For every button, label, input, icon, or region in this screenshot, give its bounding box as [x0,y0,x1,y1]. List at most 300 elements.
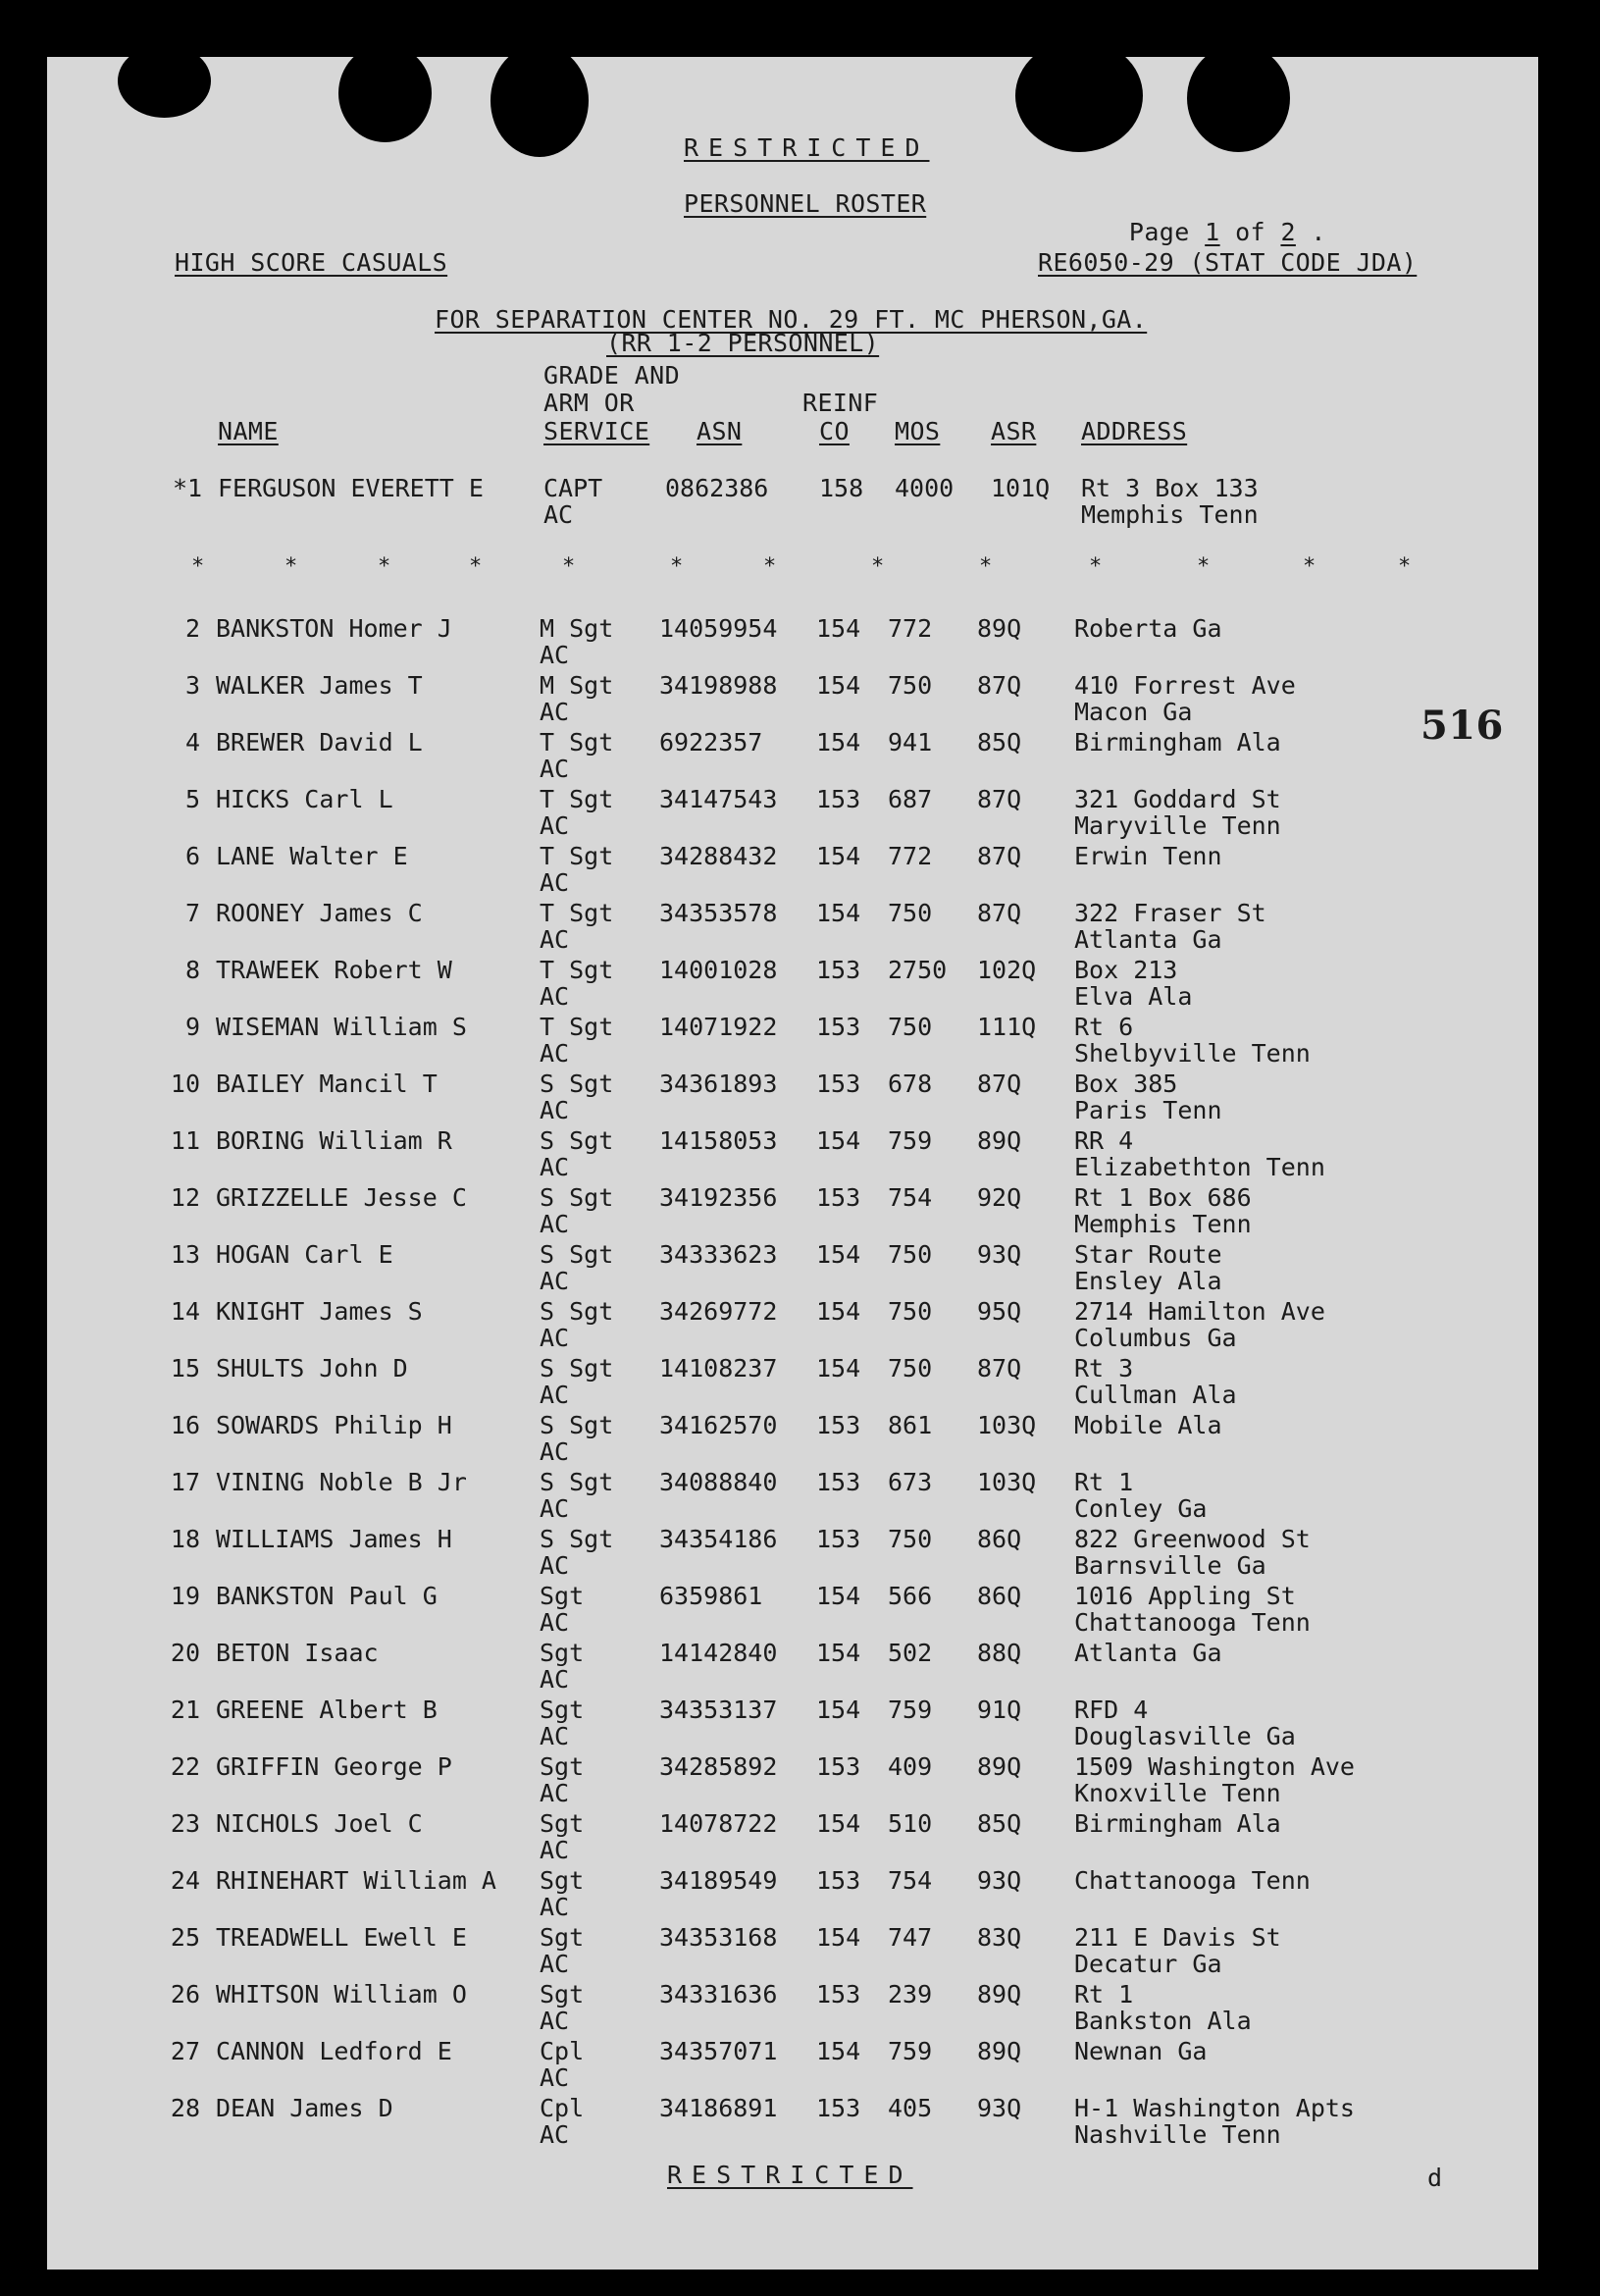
row-number: 17 [170,1468,200,1496]
row-address-line1: 1509 Washington Ave [1074,1752,1355,1781]
row-number: 12 [170,1183,200,1212]
row-name: GREENE Albert B [216,1696,438,1724]
row-co: 153 [816,1525,861,1553]
table-row [0,728,1600,785]
order-reference: RE6050-29 (STAT CODE JDA) [1038,248,1418,277]
page-total: 2 [1280,218,1296,246]
row-asr: 87Q [977,671,1022,700]
row-co: 154 [816,1240,861,1269]
row-address-line1: Birmingham Ala [1074,1809,1281,1838]
row-arm: AC [543,500,574,529]
page-indicator: Page 1 of 2 . [1128,218,1326,246]
row-address-line2: Ensley Ala [1074,1267,1222,1295]
row-name: HOGAN Carl E [216,1240,393,1269]
column-mos: MOS [895,417,941,445]
row-co: 154 [816,1809,861,1838]
row-mos: 566 [888,1582,933,1610]
separator-star: * [562,554,576,579]
row-mos: 502 [888,1639,933,1667]
row-asr: 87Q [977,1354,1022,1383]
row-address-line1: Mobile Ala [1074,1411,1222,1439]
row-name: BANKSTON Paul G [216,1582,438,1610]
row-name: BETON Isaac [216,1639,379,1667]
row-address-line2: Memphis Tenn [1081,500,1259,529]
table-row [0,1923,1600,1980]
row-number: 10 [170,1070,200,1098]
row-asn: 14059954 [659,614,778,643]
row-address-line2: Conley Ga [1074,1494,1208,1523]
row-asr: 85Q [977,1809,1022,1838]
row-name: GRIFFIN George P [216,1752,452,1781]
row-name: LANE Walter E [216,842,408,870]
row-name: CANNON Ledford E [216,2037,452,2065]
row-grade: Sgt [540,1809,585,1838]
table-row [0,956,1600,1013]
table-row [0,1525,1600,1582]
row-co: 153 [816,785,861,813]
row-co: 154 [816,2037,861,2065]
row-mos: 409 [888,1752,933,1781]
column-reinf-line1: REINF [802,389,879,417]
row-co: 154 [816,1582,861,1610]
roster-title: PERSONNEL ROSTER [684,189,927,218]
table-row [0,1297,1600,1354]
row-grade: S Sgt [540,1126,614,1155]
table-row [0,1752,1600,1809]
row-address-line1: Roberta Ga [1074,614,1222,643]
row-number: 23 [170,1809,200,1838]
row-asr: 95Q [977,1297,1022,1326]
row-grade: Sgt [540,1866,585,1895]
row-mos: 750 [888,1240,933,1269]
column-address: ADDRESS [1081,417,1188,445]
row-name: KNIGHT James S [216,1297,423,1326]
row-name: SHULTS John D [216,1354,408,1383]
row-asn: 34189549 [659,1866,778,1895]
table-row [0,2037,1600,2094]
column-grade-line2: ARM OR [543,389,635,417]
row-grade: Sgt [540,1923,585,1952]
row-asn: 6922357 [659,728,763,757]
row-address-line1: Rt 1 [1074,1980,1134,2009]
row-arm: AC [540,1893,570,1921]
column-grade-line1: GRADE AND [543,361,681,390]
row-asn: 34357071 [659,2037,778,2065]
row-address-line1: Rt 3 Box 133 [1081,474,1259,502]
row-asn: 34269772 [659,1297,778,1326]
row-grade: CAPT [543,474,603,502]
row-mos: 772 [888,842,933,870]
row-name: BANKSTON Homer J [216,614,452,643]
row-grade: T Sgt [540,842,614,870]
table-row [0,1866,1600,1923]
row-co: 154 [816,842,861,870]
row-asn: 34147543 [659,785,778,813]
row-grade: S Sgt [540,1070,614,1098]
row-mos: 759 [888,1696,933,1724]
row-address-line2: Maryville Tenn [1074,811,1281,840]
row-address-line1: Rt 1 [1074,1468,1134,1496]
row-asr: 88Q [977,1639,1022,1667]
row-address-line1: Chattanooga Tenn [1074,1866,1311,1895]
row-co: 154 [816,1297,861,1326]
row-grade: M Sgt [540,671,614,700]
separator-star: * [1197,554,1211,579]
row-mos: 673 [888,1468,933,1496]
row-address-line2: Memphis Tenn [1074,1210,1252,1238]
column-reinf-line2: CO [819,417,850,445]
row-co: 153 [816,1866,861,1895]
row-mos: 750 [888,1297,933,1326]
row-arm: AC [540,1096,570,1124]
table-row [0,1980,1600,2037]
row-asn: 34353578 [659,899,778,927]
separator-star: * [284,554,298,579]
row-name: VINING Noble B Jr [216,1468,467,1496]
row-asr: 87Q [977,899,1022,927]
row-arm: AC [540,1608,570,1637]
row-co: 154 [816,1696,861,1724]
row-arm: AC [540,2063,570,2092]
row-number: 18 [170,1525,200,1553]
row-address-line1: 2714 Hamilton Ave [1074,1297,1325,1326]
row-asn: 34192356 [659,1183,778,1212]
row-mos: 678 [888,1070,933,1098]
table-row [0,1013,1600,1070]
row-address-line1: Birmingham Ala [1074,728,1281,757]
row-address-line1: Rt 3 [1074,1354,1134,1383]
row-address-line2: Columbus Ga [1074,1324,1237,1352]
row-asn: 0862386 [665,474,769,502]
row-number: 14 [170,1297,200,1326]
row-address-line2: Barnsville Ga [1074,1551,1266,1580]
row-address-line1: Box 385 [1074,1070,1178,1098]
row-arm: AC [540,925,570,954]
row-asn: 6359861 [659,1582,763,1610]
row-asn: 14071922 [659,1013,778,1041]
row-name: TRAWEEK Robert W [216,956,452,984]
row-mos: 405 [888,2094,933,2122]
row-grade: S Sgt [540,1354,614,1383]
row-co: 158 [819,474,864,502]
row-number: 15 [170,1354,200,1383]
row-name: WISEMAN William S [216,1013,467,1041]
row-arm: AC [540,1039,570,1068]
binder-hole [338,44,432,142]
row-asr: 91Q [977,1696,1022,1724]
row-co: 153 [816,1752,861,1781]
table-row [0,1411,1600,1468]
table-row [0,1354,1600,1411]
row-co: 153 [816,1411,861,1439]
row-asn: 34333623 [659,1240,778,1269]
row-grade: S Sgt [540,1240,614,1269]
row-address-line2: Nashville Tenn [1074,2120,1281,2149]
row-number: 26 [170,1980,200,2009]
separator-star: * [871,554,885,579]
row-arm: AC [540,1437,570,1466]
row-asr: 83Q [977,1923,1022,1952]
row-co: 154 [816,1923,861,1952]
separator-star: * [1303,554,1316,579]
row-arm: AC [540,2007,570,2035]
row-grade: Sgt [540,1582,585,1610]
row-mos: 754 [888,1866,933,1895]
binder-hole [1187,44,1290,152]
column-name: NAME [218,417,279,445]
row-co: 153 [816,1468,861,1496]
row-asr: 89Q [977,614,1022,643]
row-asr: 89Q [977,1126,1022,1155]
row-arm: AC [540,868,570,897]
row-address-line1: Star Route [1074,1240,1222,1269]
separator-star: * [979,554,993,579]
row-asr: 89Q [977,2037,1022,2065]
row-asn: 34288432 [659,842,778,870]
row-asn: 34331636 [659,1980,778,2009]
row-mos: 759 [888,2037,933,2065]
row-mos: 754 [888,1183,933,1212]
row-grade: Sgt [540,1639,585,1667]
row-number: 13 [170,1240,200,1269]
row-address-line1: Newnan Ga [1074,2037,1208,2065]
row-name: NICHOLS Joel C [216,1809,423,1838]
row-asr: 87Q [977,1070,1022,1098]
row-asr: 93Q [977,2094,1022,2122]
table-row [0,1809,1600,1866]
row-asn: 14001028 [659,956,778,984]
binder-hole [118,44,211,118]
row-grade: Sgt [540,1696,585,1724]
row-name: GRIZZELLE Jesse C [216,1183,467,1212]
row-mos: 750 [888,671,933,700]
row-arm: AC [540,811,570,840]
page-label: Page [1128,218,1190,246]
row-arm: AC [540,698,570,726]
row-address-line2: Shelbyville Tenn [1074,1039,1311,1068]
table-row [0,1070,1600,1126]
row-number: 22 [170,1752,200,1781]
row-mos: 750 [888,1525,933,1553]
row-arm: AC [540,1324,570,1352]
row-mos: 750 [888,899,933,927]
row-grade: S Sgt [540,1411,614,1439]
row-arm: AC [540,1494,570,1523]
row-mos: 239 [888,1980,933,2009]
binder-hole [490,44,589,157]
row-name: SOWARDS Philip H [216,1411,452,1439]
row-co: 154 [816,671,861,700]
row-asr: 85Q [977,728,1022,757]
row-asn: 34198988 [659,671,778,700]
row-asn: 14158053 [659,1126,778,1155]
page-of-label: of [1235,218,1265,246]
row-asr: 93Q [977,1240,1022,1269]
row-asr: 103Q [977,1468,1037,1496]
row-number: 4 [184,728,200,757]
row-arm: AC [540,641,570,669]
row-grade: S Sgt [540,1183,614,1212]
row-address-line2: Atlanta Ga [1074,925,1222,954]
row-asr: 89Q [977,1752,1022,1781]
row-asn: 14078722 [659,1809,778,1838]
rr-personnel: (RR 1-2 PERSONNEL) [606,329,880,357]
row-asn: 34353137 [659,1696,778,1724]
row-address-line2: Bankston Ala [1074,2007,1252,2035]
table-row [0,1240,1600,1297]
row-co: 154 [816,728,861,757]
row-asr: 87Q [977,785,1022,813]
row-grade: Cpl [540,2037,585,2065]
row-mos: 750 [888,1354,933,1383]
column-asr: ASR [991,417,1037,445]
table-row [0,671,1600,728]
row-mos: 510 [888,1809,933,1838]
table-row [0,614,1600,671]
row-grade: S Sgt [540,1525,614,1553]
row-arm: AC [540,1779,570,1807]
row-co: 153 [816,1980,861,2009]
row-co: 154 [816,614,861,643]
row-name: FERGUSON EVERETT E [218,474,484,502]
row-co: 153 [816,1013,861,1041]
row-asr: 89Q [977,1980,1022,2009]
table-row [0,1582,1600,1639]
row-arm: AC [540,982,570,1011]
row-asn: 34186891 [659,2094,778,2122]
column-grade-line3: SERVICE [543,417,650,445]
row-name: DEAN James D [216,2094,393,2122]
row-number: 7 [184,899,200,927]
row-name: WHITSON William O [216,1980,467,2009]
row-arm: AC [540,1722,570,1750]
row-address-line1: 410 Forrest Ave [1074,671,1296,700]
row-address-line1: RFD 4 [1074,1696,1149,1724]
row-asn: 34361893 [659,1070,778,1098]
row-asn: 34088840 [659,1468,778,1496]
row-name: HICKS Carl L [216,785,393,813]
row-name: BORING William R [216,1126,452,1155]
restricted-heading: RESTRICTED [684,133,930,162]
row-asr: 86Q [977,1525,1022,1553]
row-number: 11 [170,1126,200,1155]
separator-star: * [1089,554,1103,579]
row-address-line2: Decatur Ga [1074,1950,1222,1978]
row-address-line1: Rt 6 [1074,1013,1134,1041]
row-co: 154 [816,1354,861,1383]
row-asr: 92Q [977,1183,1022,1212]
row-asn: 14142840 [659,1639,778,1667]
row-name: RHINEHART William A [216,1866,496,1895]
row-arm: AC [540,1836,570,1864]
separator-star: * [670,554,684,579]
row-grade: Cpl [540,2094,585,2122]
row-address-line2: Paris Tenn [1074,1096,1222,1124]
row-address-line1: Box 213 [1074,956,1178,984]
table-row [0,1183,1600,1240]
row-grade: S Sgt [540,1468,614,1496]
row-number: 25 [170,1923,200,1952]
row-name: ROONEY James C [216,899,423,927]
row-address-line1: 321 Goddard St [1074,785,1281,813]
row-mos: 687 [888,785,933,813]
row-name: WALKER James T [216,671,423,700]
page-number: 1 [1205,218,1220,246]
row-address-line2: Macon Ga [1074,698,1193,726]
row-mos: 759 [888,1126,933,1155]
row-name: BREWER David L [216,728,423,757]
row-address-line2: Chattanooga Tenn [1074,1608,1311,1637]
row-asr: 87Q [977,842,1022,870]
row-co: 154 [816,899,861,927]
restricted-footer: RESTRICTED [667,2161,913,2189]
row-address-line1: Rt 1 Box 686 [1074,1183,1252,1212]
separator-star: * [1398,554,1412,579]
row-number: 24 [170,1866,200,1895]
row-grade: S Sgt [540,1297,614,1326]
separator-star: * [191,554,205,579]
row-asr: 93Q [977,1866,1022,1895]
row-number: 28 [170,2094,200,2122]
row-number: *1 [173,474,203,502]
row-grade: T Sgt [540,899,614,927]
row-grade: T Sgt [540,1013,614,1041]
row-address-line1: 1016 Appling St [1074,1582,1296,1610]
row-arm: AC [540,1551,570,1580]
row-arm: AC [540,1381,570,1409]
row-number: 8 [184,956,200,984]
table-row [0,1126,1600,1183]
row-asn: 34162570 [659,1411,778,1439]
row-asr: 111Q [977,1013,1037,1041]
row-mos: 772 [888,614,933,643]
row-address-line2: Knoxville Tenn [1074,1779,1281,1807]
table-row [0,899,1600,956]
margin-number: 516 [1420,703,1504,749]
row-mos: 750 [888,1013,933,1041]
row-mos: 861 [888,1411,933,1439]
group-title: HIGH SCORE CASUALS [175,248,448,277]
row-address-line1: 822 Greenwood St [1074,1525,1311,1553]
row-address-line2: Elizabethton Tenn [1074,1153,1325,1181]
row-mos: 941 [888,728,933,757]
row-name: WILLIAMS James H [216,1525,452,1553]
row-asn: 34354186 [659,1525,778,1553]
binder-hole [1015,39,1143,152]
row-address-line1: 211 E Davis St [1074,1923,1281,1952]
row-asn: 34285892 [659,1752,778,1781]
row-arm: AC [540,1665,570,1694]
row-asn: 14108237 [659,1354,778,1383]
row-arm: AC [540,1267,570,1295]
row-address-line1: RR 4 [1074,1126,1134,1155]
row-grade: M Sgt [540,614,614,643]
row-number: 3 [184,671,200,700]
row-co: 153 [816,1183,861,1212]
row-grade: T Sgt [540,956,614,984]
row-address-line1: H-1 Washington Apts [1074,2094,1355,2122]
row-address-line2: Elva Ala [1074,982,1193,1011]
row-name: TREADWELL Ewell E [216,1923,467,1952]
row-co: 153 [816,1070,861,1098]
row-co: 153 [816,2094,861,2122]
row-address-line2: Douglasville Ga [1074,1722,1296,1750]
row-arm: AC [540,1153,570,1181]
row-grade: Sgt [540,1980,585,2009]
row-address-line1: Erwin Tenn [1074,842,1222,870]
row-co: 154 [816,1639,861,1667]
row-mos: 747 [888,1923,933,1952]
